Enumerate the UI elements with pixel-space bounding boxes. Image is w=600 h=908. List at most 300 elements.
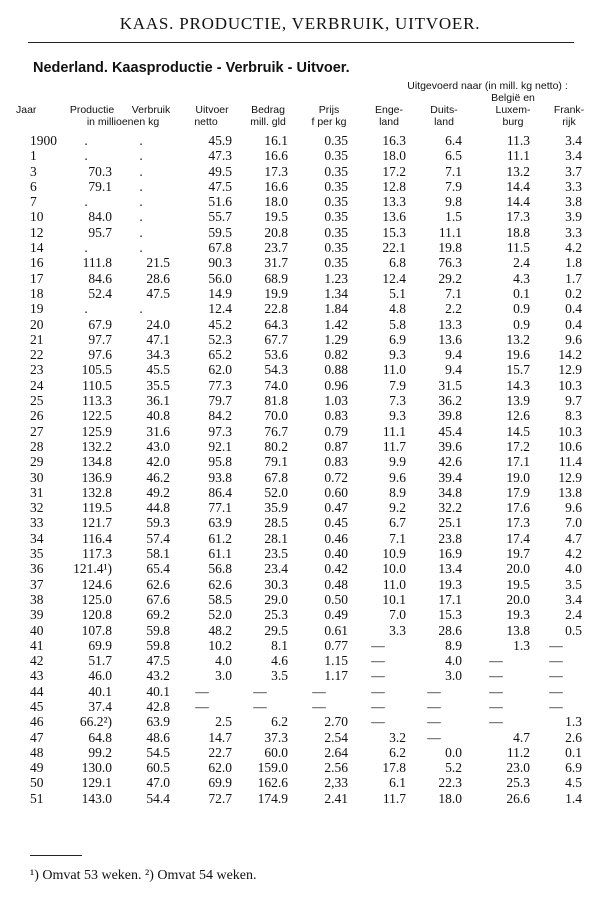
cell-verbruik: 42.0 xyxy=(146,454,170,470)
cell-jaar: 18 xyxy=(30,285,44,301)
table-row xyxy=(0,653,600,668)
cell-productie: 136.9 xyxy=(81,469,112,485)
footnotes: ¹) Omvat 53 weken. ²) Omvat 54 weken. xyxy=(30,868,257,883)
cell-productie: 97.7 xyxy=(88,331,112,347)
table-row xyxy=(0,209,600,224)
cell-prijs: 2.70 xyxy=(324,714,348,730)
cell-engeland: 3.2 xyxy=(389,729,406,745)
cell-duitsland: — xyxy=(427,683,441,699)
cell-prijs: 0.82 xyxy=(324,347,348,363)
cell-uitvoer: 69.9 xyxy=(208,775,232,791)
cell-engeland: 3.3 xyxy=(389,622,406,638)
cell-productie: 51.7 xyxy=(88,653,112,669)
header-engeland-sub: land xyxy=(379,116,399,128)
cell-engeland: 6.7 xyxy=(389,515,406,531)
header-prijs: Prijs xyxy=(318,104,340,116)
cell-jaar: 1900 xyxy=(30,133,57,148)
cell-engeland: 9.6 xyxy=(389,469,406,485)
cell-bedrag: 74.0 xyxy=(264,377,288,393)
cell-productie: 84.6 xyxy=(88,270,112,286)
cell-duitsland: 5.2 xyxy=(445,760,462,776)
header-frankrijk: Frank- xyxy=(553,104,585,116)
cell-verbruik: 47.1 xyxy=(146,331,170,347)
page-title: KAAS. PRODUCTIE, VERBRUIK, UITVOER. xyxy=(119,14,481,33)
table-row xyxy=(0,179,600,194)
cell-duitsland: 8.9 xyxy=(445,637,462,653)
cell-jaar: 39 xyxy=(30,607,44,623)
cell-prijs: 0.35 xyxy=(324,194,348,210)
cell-duitsland: — xyxy=(427,698,441,714)
cell-jaar: 38 xyxy=(30,591,44,607)
cell-belgie: 23.0 xyxy=(506,760,530,776)
cell-frankrijk: 10.3 xyxy=(558,423,582,439)
cell-uitvoer: 79.7 xyxy=(208,393,232,409)
cell-frankrijk: 9.6 xyxy=(565,500,582,516)
cell-productie: . xyxy=(84,301,88,317)
cell-jaar: 22 xyxy=(30,347,44,363)
cell-verbruik: . xyxy=(139,148,143,164)
table-row xyxy=(0,546,600,561)
cell-uitvoer: 56.8 xyxy=(208,561,232,577)
cell-productie: 125.0 xyxy=(81,591,112,607)
cell-duitsland: 9.4 xyxy=(445,347,462,363)
cell-uitvoer: 62.0 xyxy=(208,362,232,378)
cell-frankrijk: 12.9 xyxy=(558,362,582,378)
cell-frankrijk: 3.8 xyxy=(565,194,582,210)
table-row xyxy=(0,317,600,332)
table-row xyxy=(0,347,600,362)
cell-duitsland: 3.0 xyxy=(445,668,462,684)
cell-engeland: — xyxy=(371,698,385,714)
cell-prijs: 0.87 xyxy=(324,438,348,454)
cell-prijs: 0.49 xyxy=(324,607,348,623)
cell-prijs: 0.88 xyxy=(324,362,348,378)
cell-jaar: 44 xyxy=(30,683,44,699)
cell-prijs: 0.47 xyxy=(324,500,348,516)
cell-engeland: 13.3 xyxy=(382,194,406,210)
cell-bedrag: 29.0 xyxy=(264,591,288,607)
cell-belgie: 18.8 xyxy=(506,224,530,240)
cell-uitvoer: 58.5 xyxy=(208,591,232,607)
table-row xyxy=(0,439,600,454)
cell-engeland: 12.4 xyxy=(382,270,406,286)
table-row xyxy=(0,561,600,576)
cell-engeland: — xyxy=(371,637,385,653)
header-belgie: België en xyxy=(491,92,535,104)
cell-duitsland: 39.6 xyxy=(438,438,462,454)
cell-verbruik: 21.5 xyxy=(146,255,170,271)
header-duitsland-sub: land xyxy=(434,116,454,128)
cell-prijs: 1.29 xyxy=(324,331,348,347)
cell-verbruik: 42.8 xyxy=(146,698,170,714)
header-prijs-sub: f per kg xyxy=(311,116,347,128)
cell-frankrijk: 9.7 xyxy=(565,393,582,409)
cell-engeland: 6.8 xyxy=(389,255,406,271)
cell-duitsland: 28.6 xyxy=(438,622,462,638)
cell-jaar: 17 xyxy=(30,270,44,286)
cell-prijs: 1.03 xyxy=(324,393,348,409)
cell-jaar: 40 xyxy=(30,622,44,638)
cell-duitsland: 42.6 xyxy=(438,454,462,470)
cell-bedrag: 28.5 xyxy=(264,515,288,531)
cell-frankrijk: 14.2 xyxy=(558,347,582,363)
header-belgie-sub: Luxem- xyxy=(495,104,531,116)
cell-prijs: 0.48 xyxy=(324,576,348,592)
cell-engeland: 7.0 xyxy=(389,607,406,623)
cell-jaar: 28 xyxy=(30,438,44,454)
cell-frankrijk: 0.2 xyxy=(565,285,582,301)
cell-belgie: 2.4 xyxy=(513,255,530,271)
cell-engeland: 11.7 xyxy=(382,790,406,806)
cell-belgie: 19.7 xyxy=(506,546,530,562)
cell-bedrag: 70.0 xyxy=(264,408,288,424)
cell-belgie: 17.1 xyxy=(506,454,530,470)
cell-uitvoer: 47.5 xyxy=(208,178,232,194)
cell-jaar: 19 xyxy=(30,301,44,317)
header-uitvoer: Uitvoer xyxy=(195,104,229,116)
cell-prijs: 0.46 xyxy=(324,530,348,546)
cell-jaar: 43 xyxy=(30,668,44,684)
cell-uitvoer: 63.9 xyxy=(208,515,232,531)
cell-frankrijk: 3.9 xyxy=(565,209,582,225)
cell-frankrijk: — xyxy=(549,683,563,699)
table-row xyxy=(0,424,600,439)
table-row xyxy=(0,623,600,638)
cell-belgie: 14.5 xyxy=(506,423,530,439)
cell-productie: 143.0 xyxy=(81,790,112,806)
cell-frankrijk: — xyxy=(549,637,563,653)
cell-uitvoer: 61.2 xyxy=(208,530,232,546)
cell-prijs: 0.60 xyxy=(324,484,348,500)
cell-belgie: 19.5 xyxy=(506,576,530,592)
cell-jaar: 10 xyxy=(30,209,44,225)
cell-uitvoer: 49.5 xyxy=(208,163,232,179)
table-row xyxy=(0,271,600,286)
cell-duitsland: 2.2 xyxy=(445,301,462,317)
table-row xyxy=(0,577,600,592)
cell-engeland: 8.9 xyxy=(389,484,406,500)
cell-bedrag: 174.9 xyxy=(257,790,288,806)
cell-duitsland: 39.4 xyxy=(438,469,462,485)
cell-engeland: 11.7 xyxy=(382,438,406,454)
cell-verbruik: . xyxy=(139,240,143,256)
cell-productie: 120.8 xyxy=(81,607,112,623)
cell-engeland: 10.0 xyxy=(382,561,406,577)
cell-engeland: 7.9 xyxy=(389,377,406,393)
cell-prijs: 0.77 xyxy=(324,637,348,653)
cell-frankrijk: 3.5 xyxy=(565,576,582,592)
cell-jaar: 46 xyxy=(30,714,44,730)
cell-uitvoer: 95.8 xyxy=(208,454,232,470)
cell-uitvoer: 90.3 xyxy=(208,255,232,271)
cell-prijs: 0.83 xyxy=(324,454,348,470)
cell-productie: 66.2²) xyxy=(79,714,112,730)
table-row xyxy=(0,485,600,500)
cell-productie: 46.0 xyxy=(88,668,112,684)
table-row xyxy=(0,225,600,240)
cell-duitsland: 17.1 xyxy=(438,591,462,607)
cell-duitsland: 7.9 xyxy=(445,178,462,194)
cell-duitsland: 19.3 xyxy=(438,576,462,592)
cell-jaar: 42 xyxy=(30,653,44,669)
cell-frankrijk: 3.4 xyxy=(565,591,582,607)
cell-frankrijk: 0.1 xyxy=(565,744,582,760)
header-frankrijk-sub: rijk xyxy=(562,116,576,128)
cell-uitvoer: 14.7 xyxy=(208,729,232,745)
cell-prijs: 0.42 xyxy=(324,561,348,577)
cell-engeland: 17.8 xyxy=(382,760,406,776)
cell-productie: 125.9 xyxy=(81,423,112,439)
cell-duitsland: 7.1 xyxy=(445,285,462,301)
cell-belgie: 26.6 xyxy=(506,790,530,806)
header-jaar: Jaar xyxy=(16,104,37,116)
cell-jaar: 25 xyxy=(30,393,44,409)
cell-frankrijk: — xyxy=(549,653,563,669)
cell-bedrag: 29.5 xyxy=(264,622,288,638)
cell-frankrijk: 13.8 xyxy=(558,484,582,500)
cell-bedrag: 16.6 xyxy=(264,148,288,164)
table-row xyxy=(0,286,600,301)
cell-belgie: 15.7 xyxy=(506,362,530,378)
cell-verbruik: 57.4 xyxy=(146,530,170,546)
cell-bedrag: 53.6 xyxy=(264,347,288,363)
table-row xyxy=(0,408,600,423)
cell-duitsland: 7.1 xyxy=(445,163,462,179)
cell-bedrag: 8.1 xyxy=(271,637,288,653)
table-row xyxy=(0,500,600,515)
table-row xyxy=(0,393,600,408)
cell-bedrag: 20.8 xyxy=(264,224,288,240)
cell-verbruik: . xyxy=(139,224,143,240)
cell-duitsland: 6.5 xyxy=(445,148,462,164)
cell-belgie: 11.1 xyxy=(506,148,530,164)
cell-verbruik: 59.8 xyxy=(146,637,170,653)
cell-bedrag: 17.3 xyxy=(264,163,288,179)
cell-bedrag: 3.5 xyxy=(271,668,288,684)
cell-bedrag: 30.3 xyxy=(264,576,288,592)
cell-uitvoer: 84.2 xyxy=(208,408,232,424)
cell-duitsland: 13.6 xyxy=(438,331,462,347)
cell-jaar: 50 xyxy=(30,775,44,791)
cell-bedrag: 37.3 xyxy=(264,729,288,745)
cell-uitvoer: 48.2 xyxy=(208,622,232,638)
cell-belgie: 17.6 xyxy=(506,500,530,516)
cell-uitvoer: 4.0 xyxy=(215,653,232,669)
cell-belgie: 13.8 xyxy=(506,622,530,638)
table-row xyxy=(0,684,600,699)
cell-bedrag: 67.7 xyxy=(264,331,288,347)
cell-productie: 79.1 xyxy=(88,178,112,194)
cell-belgie: 12.6 xyxy=(506,408,530,424)
cell-jaar: 6 xyxy=(30,178,37,194)
cell-verbruik: 28.6 xyxy=(146,270,170,286)
cell-bedrag: 31.7 xyxy=(264,255,288,271)
cell-frankrijk: 4.0 xyxy=(565,561,582,577)
cell-frankrijk: 10.3 xyxy=(558,377,582,393)
cell-bedrag: 67.8 xyxy=(264,469,288,485)
cell-belgie: 19.3 xyxy=(506,607,530,623)
cell-bedrag: 25.3 xyxy=(264,607,288,623)
cell-uitvoer: 47.3 xyxy=(208,148,232,164)
cell-belgie: 4.7 xyxy=(513,729,530,745)
cell-prijs: 2,33 xyxy=(324,775,348,791)
cell-engeland: 11.1 xyxy=(382,423,406,439)
cell-jaar: 7 xyxy=(30,194,37,210)
cell-bedrag: 16.6 xyxy=(264,178,288,194)
cell-prijs: 0.35 xyxy=(324,240,348,256)
cell-bedrag: 52.0 xyxy=(264,484,288,500)
cell-uitvoer: 92.1 xyxy=(208,438,232,454)
cell-engeland: 7.3 xyxy=(389,393,406,409)
cell-verbruik: . xyxy=(139,163,143,179)
cell-engeland: 9.9 xyxy=(389,454,406,470)
cell-verbruik: 43.2 xyxy=(146,668,170,684)
cell-prijs: 2.64 xyxy=(324,744,348,760)
cell-duitsland: 9.4 xyxy=(445,362,462,378)
header-bedrag: Bedrag xyxy=(251,104,285,116)
cell-duitsland: 13.4 xyxy=(438,561,462,577)
cell-verbruik: 63.9 xyxy=(146,714,170,730)
cell-verbruik: 54.4 xyxy=(146,790,170,806)
cell-prijs: 0.40 xyxy=(324,546,348,562)
cell-engeland: 18.0 xyxy=(382,148,406,164)
cell-duitsland: 6.4 xyxy=(445,133,462,148)
cell-jaar: 30 xyxy=(30,469,44,485)
cell-jaar: 27 xyxy=(30,423,44,439)
cell-duitsland: — xyxy=(427,729,441,745)
cell-verbruik: 45.5 xyxy=(146,362,170,378)
cell-engeland: 10.1 xyxy=(382,591,406,607)
header-verbruik: Verbruik xyxy=(131,104,171,116)
cell-engeland: 5.1 xyxy=(389,285,406,301)
cell-engeland: 9.3 xyxy=(389,347,406,363)
cell-engeland: 6.1 xyxy=(389,775,406,791)
cell-belgie: 13.2 xyxy=(506,331,530,347)
cell-bedrag: 23.7 xyxy=(264,240,288,256)
table-row xyxy=(0,760,600,775)
table-row xyxy=(0,255,600,270)
cell-productie: 64.8 xyxy=(88,729,112,745)
table-row xyxy=(0,607,600,622)
table-row xyxy=(0,730,600,745)
cell-duitsland: 39.8 xyxy=(438,408,462,424)
cell-belgie: 1.3 xyxy=(513,637,530,653)
table-row xyxy=(0,362,600,377)
footnote-divider xyxy=(30,855,82,856)
cell-uitvoer: 67.8 xyxy=(208,240,232,256)
cell-duitsland: 15.3 xyxy=(438,607,462,623)
cell-duitsland: 25.1 xyxy=(438,515,462,531)
cell-uitvoer: — xyxy=(195,698,209,714)
cell-jaar: 14 xyxy=(30,240,44,256)
cell-duitsland: 0.0 xyxy=(445,744,462,760)
cell-frankrijk: 2.4 xyxy=(565,607,582,623)
cell-uitvoer: 61.1 xyxy=(208,546,232,562)
cell-duitsland: 32.2 xyxy=(438,500,462,516)
cell-prijs: 0.35 xyxy=(324,209,348,225)
cell-prijs: 0.50 xyxy=(324,591,348,607)
table-row xyxy=(0,148,600,163)
cell-productie: 97.6 xyxy=(88,347,112,363)
cell-verbruik: 59.8 xyxy=(146,622,170,638)
cell-belgie: — xyxy=(489,714,503,730)
cell-productie: 111.8 xyxy=(82,255,112,271)
cell-engeland: 6.9 xyxy=(389,331,406,347)
cell-productie: 67.9 xyxy=(88,316,112,332)
cell-engeland: — xyxy=(371,714,385,730)
cell-prijs: 2.54 xyxy=(324,729,348,745)
cell-bedrag: 80.2 xyxy=(264,438,288,454)
cell-jaar: 37 xyxy=(30,576,44,592)
table-row xyxy=(0,164,600,179)
cell-verbruik: 54.5 xyxy=(146,744,170,760)
cell-bedrag: — xyxy=(253,683,267,699)
cell-productie: 132.2 xyxy=(81,438,112,454)
cell-frankrijk: 3.7 xyxy=(565,163,582,179)
cell-uitvoer: 77.3 xyxy=(208,377,232,393)
cell-uitvoer: 14.9 xyxy=(208,285,232,301)
cell-prijs: 2.41 xyxy=(324,790,348,806)
cell-frankrijk: 3.4 xyxy=(565,148,582,164)
cell-productie: 122.5 xyxy=(81,408,112,424)
cell-productie: 107.8 xyxy=(81,622,112,638)
cell-bedrag: 64.3 xyxy=(264,316,288,332)
cell-duitsland: 1.5 xyxy=(445,209,462,225)
cell-jaar: 21 xyxy=(30,331,44,347)
cell-belgie: 0.1 xyxy=(513,285,530,301)
export-group-header: Uitgevoerd naar (in mill. kg netto) : xyxy=(407,80,568,92)
cell-frankrijk: — xyxy=(549,668,563,684)
cell-duitsland: — xyxy=(427,714,441,730)
header-duitsland: Duits- xyxy=(430,104,458,116)
cell-frankrijk: 1.4 xyxy=(565,790,582,806)
cell-frankrijk: 3.3 xyxy=(565,224,582,240)
cell-frankrijk: 9.6 xyxy=(565,331,582,347)
cell-uitvoer: 62.0 xyxy=(208,760,232,776)
table-row xyxy=(0,775,600,790)
cell-bedrag: 79.1 xyxy=(264,454,288,470)
cell-belgie: 14.4 xyxy=(506,178,530,194)
cell-bedrag: 19.9 xyxy=(264,285,288,301)
cell-frankrijk: 4.2 xyxy=(565,240,582,256)
cell-uitvoer: 52.3 xyxy=(208,331,232,347)
cell-engeland: 12.8 xyxy=(382,178,406,194)
cell-verbruik: 48.6 xyxy=(146,729,170,745)
cell-frankrijk: 4.5 xyxy=(565,775,582,791)
cell-productie: 105.5 xyxy=(81,362,112,378)
cell-productie: 117.3 xyxy=(82,546,112,562)
cell-prijs: 0.83 xyxy=(324,408,348,424)
cell-verbruik: 31.6 xyxy=(146,423,170,439)
table-title: Nederland. Kaasproductie - Verbruik - Uitvoer. xyxy=(33,60,350,76)
cell-belgie: 0.9 xyxy=(513,301,530,317)
cell-verbruik: 67.6 xyxy=(146,591,170,607)
cell-belgie: 17.4 xyxy=(506,530,530,546)
cell-bedrag: 81.8 xyxy=(264,393,288,409)
cell-duitsland: 11.1 xyxy=(438,224,462,240)
cell-jaar: 48 xyxy=(30,744,44,760)
table-row xyxy=(0,470,600,485)
cell-frankrijk: 7.0 xyxy=(565,515,582,531)
cell-productie: 132.8 xyxy=(81,484,112,500)
table-row xyxy=(0,791,600,806)
cell-jaar: 24 xyxy=(30,377,44,393)
cell-verbruik: 59.3 xyxy=(146,515,170,531)
cell-jaar: 45 xyxy=(30,698,44,714)
cell-prijs: 0.35 xyxy=(324,148,348,164)
cell-uitvoer: 45.9 xyxy=(208,133,232,148)
cell-verbruik: . xyxy=(139,178,143,194)
